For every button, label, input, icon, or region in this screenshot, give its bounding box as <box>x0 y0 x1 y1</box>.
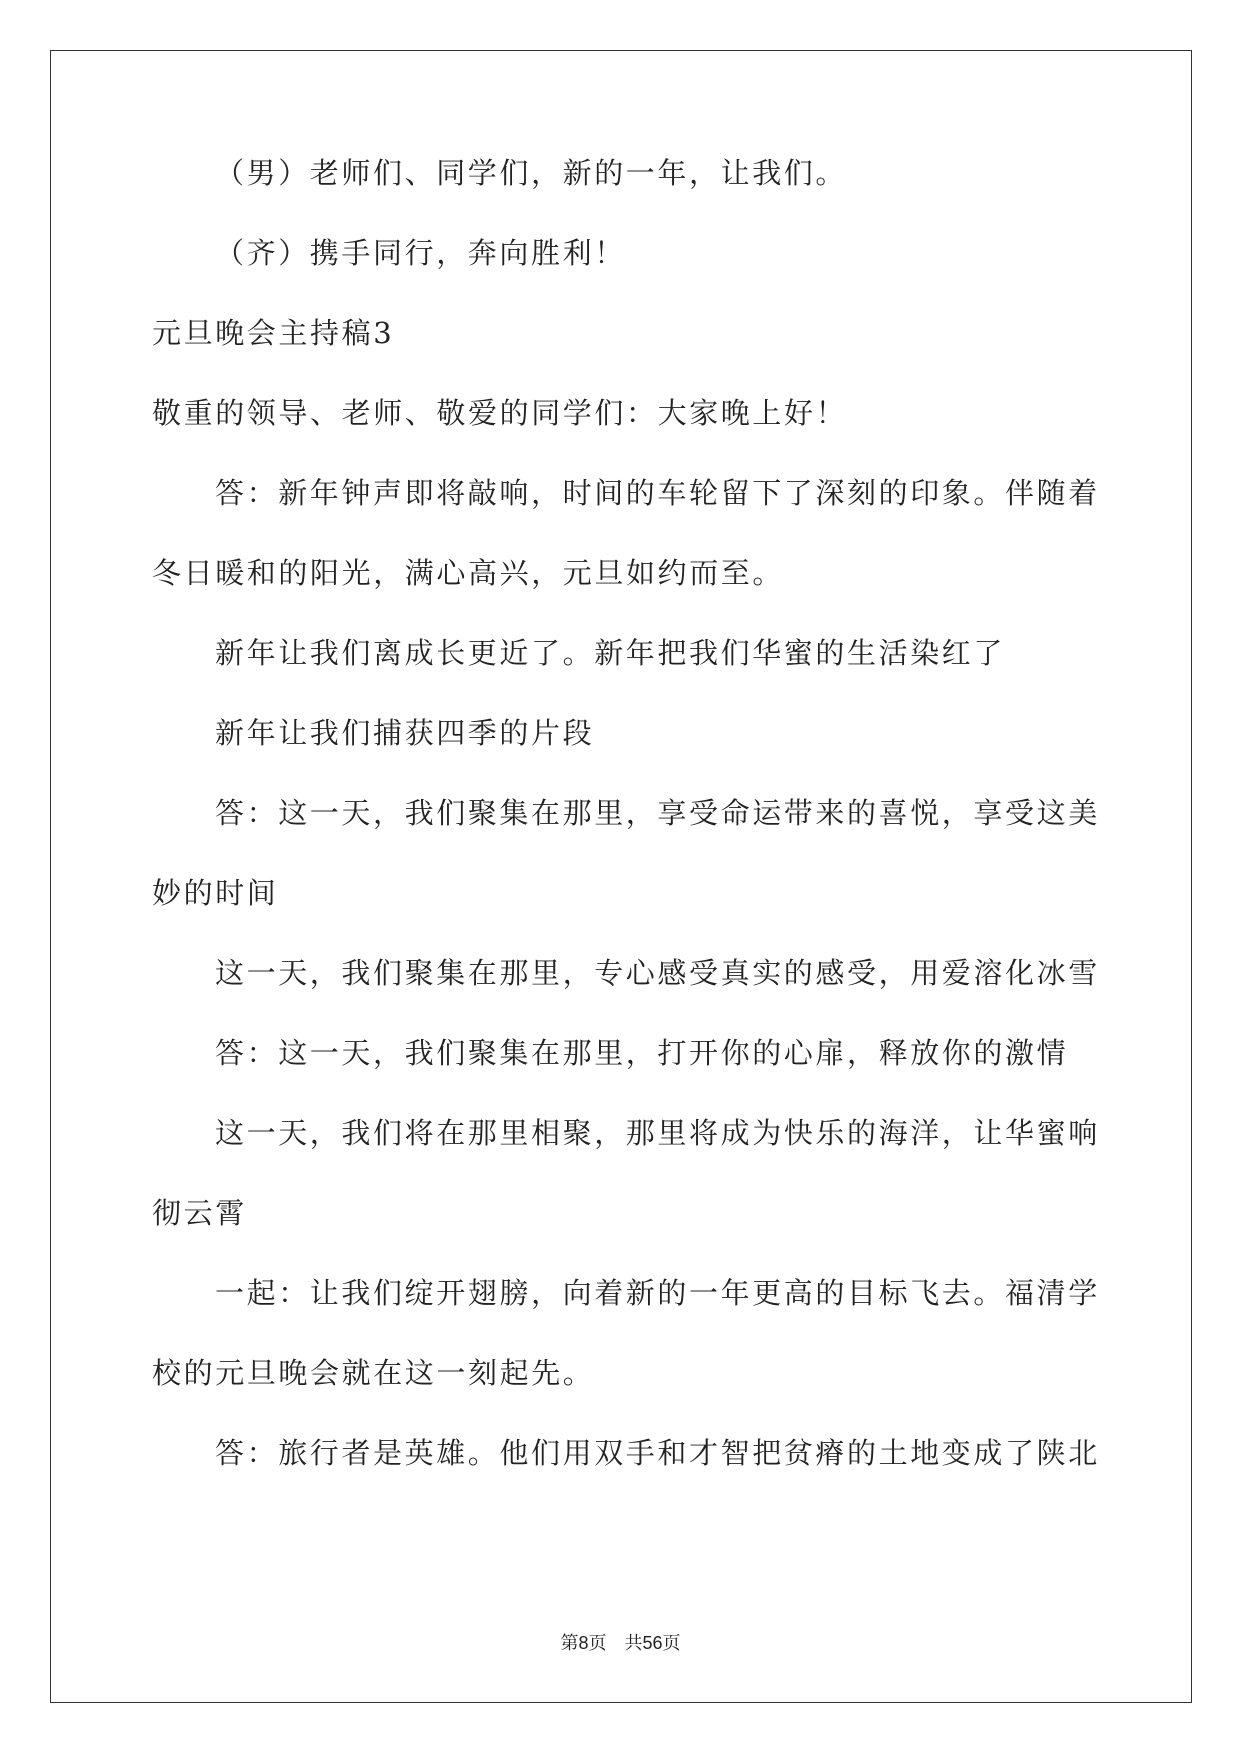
total-pages: 56 <box>642 1633 663 1653</box>
paragraph-line: 彻云霄 <box>152 1196 247 1230</box>
paragraph-line: 答：这一天，我们聚集在那里，享受命运带来的喜悦，享受这美 <box>215 796 1100 830</box>
footer-prefix: 第 <box>560 1633 579 1653</box>
page-footer <box>0 1631 1241 1655</box>
page-number: 8 <box>578 1633 589 1653</box>
paragraph-line: 一起：让我们绽开翅膀，向着新的一年更高的目标飞去。福清学 <box>215 1276 1100 1310</box>
paragraph-line: 冬日暖和的阳光，满心高兴，元旦如约而至。 <box>152 556 785 590</box>
paragraph-line: 新年让我们离成长更近了。新年把我们华蜜的生活染红了 <box>215 636 1006 670</box>
paragraph-line: 校的元旦晚会就在这一刻起先。 <box>152 1356 595 1390</box>
footer-total-prefix: 共 <box>624 1633 643 1653</box>
section-heading: 元旦晚会主持稿3 <box>152 316 395 350</box>
footer-page-unit: 页 <box>588 1633 607 1653</box>
paragraph-line: （齐）携手同行，奔向胜利！ <box>215 236 626 270</box>
paragraph-line: 这一天，我们聚集在那里，专心感受真实的感受，用爱溶化冰雪 <box>215 956 1100 990</box>
paragraph-line: 新年让我们捕获四季的片段 <box>215 716 595 750</box>
paragraph-line: 妙的时间 <box>152 876 279 910</box>
paragraph-line: （男）老师们、同学们，新的一年，让我们。 <box>215 156 848 190</box>
paragraph-line: 答：旅行者是英雄。他们用双手和才智把贫瘠的土地变成了陕北 <box>215 1436 1100 1470</box>
paragraph-line: 敬重的领导、老师、敬爱的同学们：大家晚上好！ <box>152 396 848 430</box>
footer-total-unit: 页 <box>662 1633 681 1653</box>
paragraph-line: 答：这一天，我们聚集在那里，打开你的心扉，释放你的激情 <box>215 1036 1069 1070</box>
paragraph-line: 这一天，我们将在那里相聚，那里将成为快乐的海洋，让华蜜响 <box>215 1116 1100 1150</box>
paragraph-line: 答：新年钟声即将敲响，时间的车轮留下了深刻的印象。伴随着 <box>215 476 1100 510</box>
